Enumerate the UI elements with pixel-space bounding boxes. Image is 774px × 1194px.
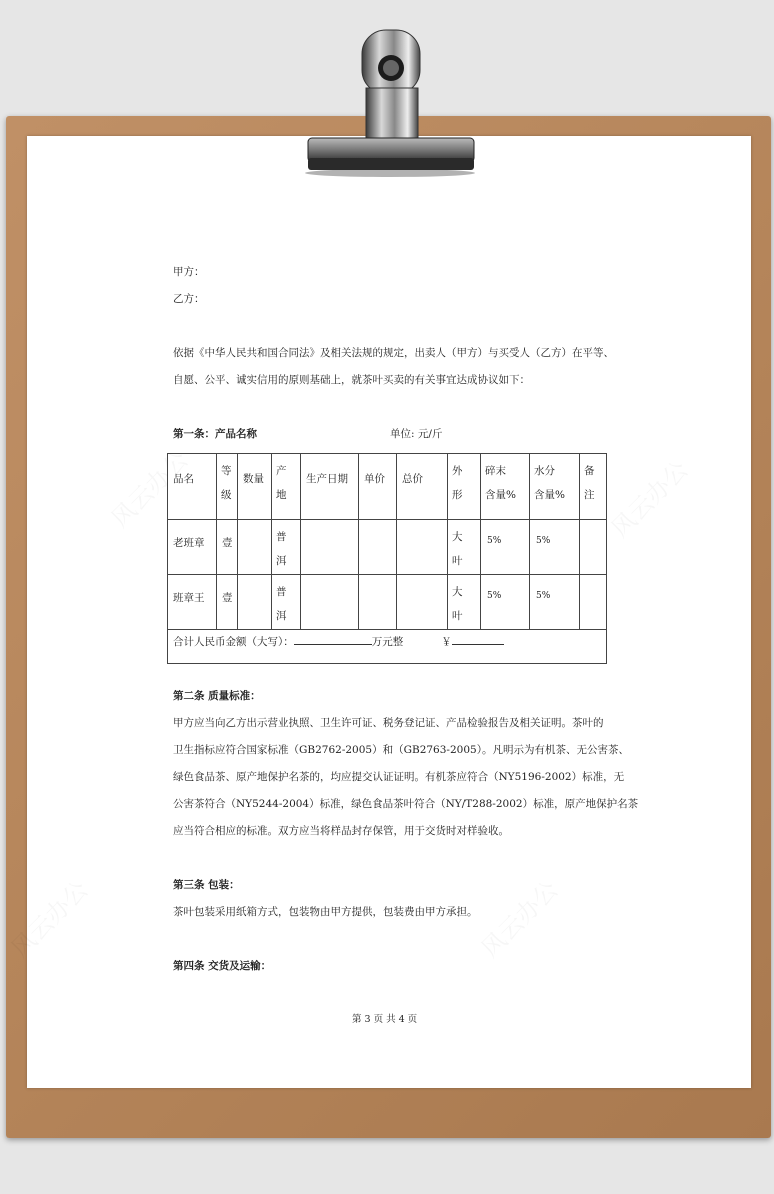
- row-name: 班章王: [173, 592, 205, 604]
- header-remark: 注: [584, 489, 595, 501]
- table-total-row: [168, 630, 607, 664]
- article3-text: 茶叶包装采用纸箱方式，包装物由甲方提供，包装费由甲方承担。: [173, 906, 478, 918]
- total-label: 合计人民币金额（大写）：: [173, 636, 294, 648]
- header-broken: 碎末: [485, 465, 506, 477]
- header-name: 品名: [173, 473, 194, 485]
- row-price: [359, 575, 397, 630]
- row-origin: 普: [276, 531, 287, 543]
- row-date: [301, 575, 359, 630]
- article2-title: 第二条 质量标准：: [173, 690, 261, 702]
- intro-line: 依据《中华人民共和国合同法》及相关法规的规定，出卖人（甲方）与买受人（乙方）在平等、: [173, 347, 614, 359]
- product-table: [167, 453, 607, 664]
- row-qty: [238, 520, 272, 575]
- row-moisture: 5%: [536, 591, 551, 601]
- header-total: 总价: [402, 473, 423, 485]
- header-qty: 数量: [243, 473, 264, 485]
- party-b-label: 乙方：: [173, 293, 205, 305]
- row-shape: 叶: [452, 610, 463, 622]
- unit-label: 单位: 元/斤: [390, 428, 443, 440]
- row-shape: 大: [452, 531, 463, 543]
- row-qty: [238, 575, 272, 630]
- yen-amount-blank: [452, 633, 504, 645]
- party-a-label: 甲方：: [173, 266, 205, 278]
- header-shape: 形: [452, 489, 463, 501]
- row-shape: 大: [452, 586, 463, 598]
- header-origin: 地: [276, 489, 287, 501]
- row-remark: [580, 575, 607, 630]
- article3-title: 第三条 包装：: [173, 879, 240, 891]
- row-shape: 叶: [452, 555, 463, 567]
- header-moisture: 含量%: [534, 489, 565, 501]
- row-price: [359, 520, 397, 575]
- header-grade: 等: [221, 465, 232, 477]
- row-name: 老班章: [173, 537, 205, 549]
- row-grade: 壹: [222, 592, 233, 604]
- row-origin: 洱: [276, 555, 287, 567]
- header-grade: 级: [221, 489, 232, 501]
- header-broken: 含量%: [485, 489, 516, 501]
- row-total: [397, 575, 448, 630]
- article2-line: 绿色食品茶、原产地保护名茶的，均应提交认证证明。有机茶应符合（NY5196-2002）标准，无: [173, 771, 625, 783]
- row-broken: 5%: [487, 536, 502, 546]
- yen-symbol: ￥: [441, 636, 452, 648]
- header-date: 生产日期: [306, 473, 348, 485]
- page-footer: 第 3 页 共 4 页: [352, 1014, 418, 1025]
- row-origin: 普: [276, 586, 287, 598]
- article1-title: 第一条：产品名称: [173, 428, 257, 440]
- row-remark: [580, 520, 607, 575]
- row-date: [301, 520, 359, 575]
- header-moisture: 水分: [534, 465, 555, 477]
- row-origin: 洱: [276, 610, 287, 622]
- intro-line: 自愿、公平、诚实信用的原则基础上，就茶叶买卖的有关事宜达成协议如下：: [173, 374, 530, 386]
- article2-line: 甲方应当向乙方出示营业执照、卫生许可证、税务登记证、产品检验报告及相关证明。茶叶的: [173, 717, 604, 729]
- table-header-row: [168, 454, 607, 520]
- total-amount-blank: [294, 633, 372, 645]
- header-price: 单价: [364, 473, 385, 485]
- article2-line: 公害茶符合（NY5244-2004）标准，绿色食品茶叶符合（NY/T288-2002）标准，原产地保护名茶: [173, 798, 639, 810]
- header-remark: 备: [584, 465, 595, 477]
- row-grade: 壹: [222, 537, 233, 549]
- row-total: [397, 520, 448, 575]
- article4-title: 第四条 交货及运输：: [173, 960, 272, 972]
- header-shape: 外: [452, 465, 463, 477]
- total-unit: 万元整: [371, 636, 404, 648]
- table-row: [168, 575, 607, 630]
- row-moisture: 5%: [536, 536, 551, 546]
- article2-line: 卫生指标应符合国家标准（GB2762-2005）和（GB2763-2005）。凡明示为有机茶、无公害茶、: [173, 744, 629, 756]
- header-origin: 产: [276, 465, 287, 477]
- binder-clip-icon: [300, 28, 480, 178]
- row-broken: 5%: [487, 591, 502, 601]
- article2-line: 应当符合相应的标准。双方应当将样品封存保管，用于交货时对样验收。: [173, 825, 509, 837]
- table-row: [168, 520, 607, 575]
